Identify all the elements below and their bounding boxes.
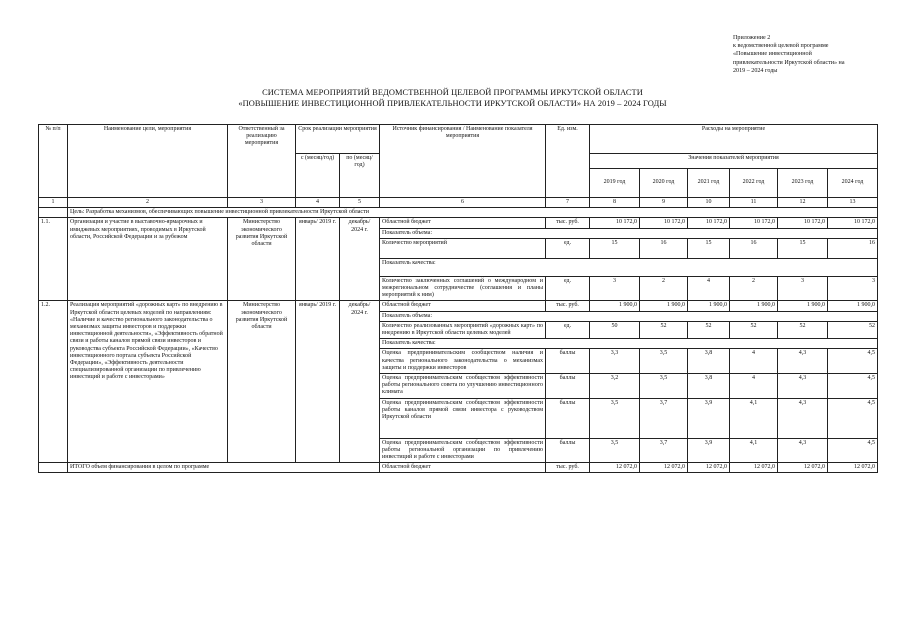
- header-num: № п/п: [39, 125, 68, 198]
- indicator-name: Оценка предпринимательским сообществом эффективности работы региональной организации по привлечению инвестиций и работе с инвесторами: [380, 438, 546, 463]
- value-cell: 4,5: [828, 438, 878, 463]
- measure-responsible: Министерство экономического развития Иркутской области: [228, 301, 296, 463]
- column-number: 5: [340, 198, 380, 208]
- quality-label: Показатель качества:: [380, 339, 878, 349]
- header-year: 2021 год: [688, 169, 730, 198]
- value-cell: 4,1: [730, 438, 778, 463]
- column-number: 6: [380, 198, 546, 208]
- value-cell: 3,7: [640, 438, 688, 463]
- header-to: по (месяц/год): [340, 154, 380, 198]
- unit: ед.: [546, 238, 590, 258]
- unit: тыс. руб.: [546, 218, 590, 228]
- value-cell: 4: [730, 374, 778, 399]
- value-cell: 1 900,0: [640, 301, 688, 311]
- value-cell: 3: [828, 276, 878, 301]
- value-cell: 12 072,0: [688, 463, 730, 473]
- value-cell: 10 172,0: [640, 218, 688, 228]
- value-cell: 3,3: [590, 349, 640, 374]
- title-line-2: «ПОВЫШЕНИЕ ИНВЕСТИЦИОННОЙ ПРИВЛЕКАТЕЛЬНОСТИ ИРКУТСКОЙ ОБЛАСТИ» НА 2019 – 2024 ГОДЫ: [238, 98, 667, 108]
- column-number: 10: [688, 198, 730, 208]
- header-period: Срок реализации мероприятия: [296, 125, 380, 154]
- total-row: [39, 463, 878, 473]
- appendix-line: 2019 – 2024 годы: [733, 67, 778, 74]
- value-cell: 12 072,0: [590, 463, 640, 473]
- measure-to: декабрь/ 2024 г.: [340, 218, 380, 301]
- header-year: 2020 год: [640, 169, 688, 198]
- value-cell: 52: [828, 321, 878, 338]
- header-source: Источник финансирования / Наименование показателя мероприятия: [380, 125, 546, 198]
- value-cell: 3,5: [590, 398, 640, 438]
- value-cell: 3,8: [688, 349, 730, 374]
- appendix-line: привлекательности Иркутской области» на: [733, 59, 845, 66]
- value-cell: 12 072,0: [640, 463, 688, 473]
- value-cell: 15: [688, 238, 730, 258]
- value-cell: 1 900,0: [730, 301, 778, 311]
- unit: баллы: [546, 374, 590, 399]
- measures-table: [38, 124, 878, 473]
- value-cell: 50: [590, 321, 640, 338]
- indicator-name: Количество мероприятий: [380, 238, 546, 258]
- volume-label: Показатель объема:: [380, 228, 878, 238]
- document-title: [120, 88, 785, 109]
- value-cell: 12 072,0: [778, 463, 828, 473]
- indicator-name: Оценка предпринимательским сообществом эффективности работы каналов прямой связи инвестора с руководством Иркутской области: [380, 398, 546, 438]
- indicator-name: Оценка предпринимательским сообществом эффективности работы регионального совета по улучшению инвестиционного климата: [380, 374, 546, 399]
- table-row: [39, 301, 878, 311]
- value-cell: 15: [778, 238, 828, 258]
- value-cell: 3: [778, 276, 828, 301]
- value-cell: 3,5: [640, 374, 688, 399]
- value-cell: 3,5: [590, 438, 640, 463]
- value-cell: 52: [730, 321, 778, 338]
- total-source: Областной бюджет: [380, 463, 546, 473]
- value-cell: 4,1: [730, 398, 778, 438]
- measure-name: Реализация мероприятий «дорожных карт» по внедрению в Иркутской области целевых моделей по направлениям: «Наличие и качество регионального законодательства о механизмах защиты инвесторов и поддержки инвестиционной деятельности», «Эффективность обратной связи и работы каналов прямой связи инвесторов и руководства субъекта Российской Федерации», «Качество инвестиционного портала субъекта Российской Федерации», «Эффективность деятельности специализированной организации по привлечению инвестиций и работе с инвесторами»: [68, 301, 228, 463]
- measure-responsible: Министерство экономического развития Иркутской области: [228, 218, 296, 301]
- header-row-1: [39, 125, 878, 154]
- value-cell: 3,9: [688, 398, 730, 438]
- value-cell: 12 072,0: [828, 463, 878, 473]
- header-from: с (месяц/год): [296, 154, 340, 198]
- measure-num: 1.1.: [39, 218, 68, 301]
- unit: баллы: [546, 398, 590, 438]
- value-cell: 15: [590, 238, 640, 258]
- unit: ед.: [546, 321, 590, 338]
- column-number: 9: [640, 198, 688, 208]
- value-cell: 10 172,0: [828, 218, 878, 228]
- value-cell: 16: [730, 238, 778, 258]
- value-cell: 10 172,0: [778, 218, 828, 228]
- column-number: 11: [730, 198, 778, 208]
- table-row: [39, 218, 878, 228]
- value-cell: 4,3: [778, 398, 828, 438]
- column-number: 13: [828, 198, 878, 208]
- value-cell: 2: [640, 276, 688, 301]
- measure-from: январь/ 2019 г.: [296, 218, 340, 301]
- volume-label: Показатель объема:: [380, 311, 878, 321]
- header-year: 2022 год: [730, 169, 778, 198]
- column-number: 8: [590, 198, 640, 208]
- indicator-name: Количество реализованных мероприятий «дорожных карт» по внедрению в Иркутской области целевых моделей: [380, 321, 546, 338]
- unit: тыс. руб.: [546, 301, 590, 311]
- total-label: ИТОГО объем финансирования в целом по программе: [68, 463, 380, 473]
- measure-name: Организация и участие в выставочно-ярмарочных и имиджевых мероприятиях, проводимых в Иркутской области, Российской Федерации и за рубежом: [68, 218, 228, 301]
- value-cell: 52: [778, 321, 828, 338]
- value-cell: 16: [828, 238, 878, 258]
- value-cell: 10 172,0: [688, 218, 730, 228]
- header-year: 2019 год: [590, 169, 640, 198]
- appendix-line: Приложение 2: [733, 35, 771, 41]
- column-number: 3: [228, 198, 296, 208]
- value-cell: 12 072,0: [730, 463, 778, 473]
- value-cell: 1 900,0: [688, 301, 730, 311]
- measure-to: декабрь/ 2024 г.: [340, 301, 380, 463]
- measure-from: январь/ 2019 г.: [296, 301, 340, 463]
- value-cell: 2: [730, 276, 778, 301]
- value-cell: 3,7: [640, 398, 688, 438]
- value-cell: 4,5: [828, 374, 878, 399]
- value-cell: 52: [688, 321, 730, 338]
- budget-source: Областной бюджет: [380, 301, 546, 311]
- indicator-name: Оценка предпринимательским сообществом наличия и качества регионального законодательства о механизмах защиты и поддержки инвесторов: [380, 349, 546, 374]
- column-number: 2: [68, 198, 228, 208]
- value-cell: 3,5: [640, 349, 688, 374]
- goal-row: [39, 208, 878, 218]
- measure-num: 1.2.: [39, 301, 68, 463]
- header-responsible: Ответственный за реализацию мероприятия: [228, 125, 296, 198]
- column-number: 1: [39, 198, 68, 208]
- value-cell: 4,3: [778, 438, 828, 463]
- header-unit: Ед. изм.: [546, 125, 590, 198]
- value-cell: 3,2: [590, 374, 640, 399]
- column-number: 7: [546, 198, 590, 208]
- column-number: 12: [778, 198, 828, 208]
- value-cell: 1 900,0: [590, 301, 640, 311]
- value-cell: 4,3: [778, 374, 828, 399]
- appendix-note: [733, 34, 893, 75]
- unit: баллы: [546, 349, 590, 374]
- column-number-row: [39, 198, 878, 208]
- value-cell: 4,5: [828, 398, 878, 438]
- column-number: 4: [296, 198, 340, 208]
- indicator-name: Количество заключенных соглашений о международном и межрегиональном сотрудничестве (соглашения и планы мероприятий к ним): [380, 276, 546, 301]
- value-cell: 4,3: [778, 349, 828, 374]
- value-cell: 3,8: [688, 374, 730, 399]
- value-cell: 4: [730, 349, 778, 374]
- value-cell: 3,9: [688, 438, 730, 463]
- appendix-line: «Повышение инвестиционной: [733, 51, 812, 58]
- unit: тыс. руб.: [546, 463, 590, 473]
- goal-text: Цель: Разработка механизмов, обеспечивающих повышение инвестиционной привлекательности Иркутской области: [68, 208, 878, 218]
- value-cell: 16: [640, 238, 688, 258]
- value-cell: 52: [640, 321, 688, 338]
- value-cell: 10 172,0: [730, 218, 778, 228]
- header-year: 2024 год: [828, 169, 878, 198]
- header-year: 2023 год: [778, 169, 828, 198]
- value-cell: 4,5: [828, 349, 878, 374]
- header-indicators: Значения показателей мероприятия: [590, 154, 878, 169]
- value-cell: 4: [688, 276, 730, 301]
- header-name: Наименование цели, мероприятия: [68, 125, 228, 198]
- title-line-1: СИСТЕМА МЕРОПРИЯТИЙ ВЕДОМСТВЕННОЙ ЦЕЛЕВОЙ ПРОГРАММЫ ИРКУТСКОЙ ОБЛАСТИ: [262, 88, 643, 97]
- appendix-line: к ведомственной целевой программе: [733, 43, 829, 50]
- unit: ед.: [546, 276, 590, 301]
- quality-label: Показатель качества:: [380, 258, 878, 276]
- unit: баллы: [546, 438, 590, 463]
- value-cell: 1 900,0: [778, 301, 828, 311]
- value-cell: 1 900,0: [828, 301, 878, 311]
- header-expenses: Расходы на мероприятие: [590, 125, 878, 154]
- budget-source: Областной бюджет: [380, 218, 546, 228]
- value-cell: 3: [590, 276, 640, 301]
- value-cell: 10 172,0: [590, 218, 640, 228]
